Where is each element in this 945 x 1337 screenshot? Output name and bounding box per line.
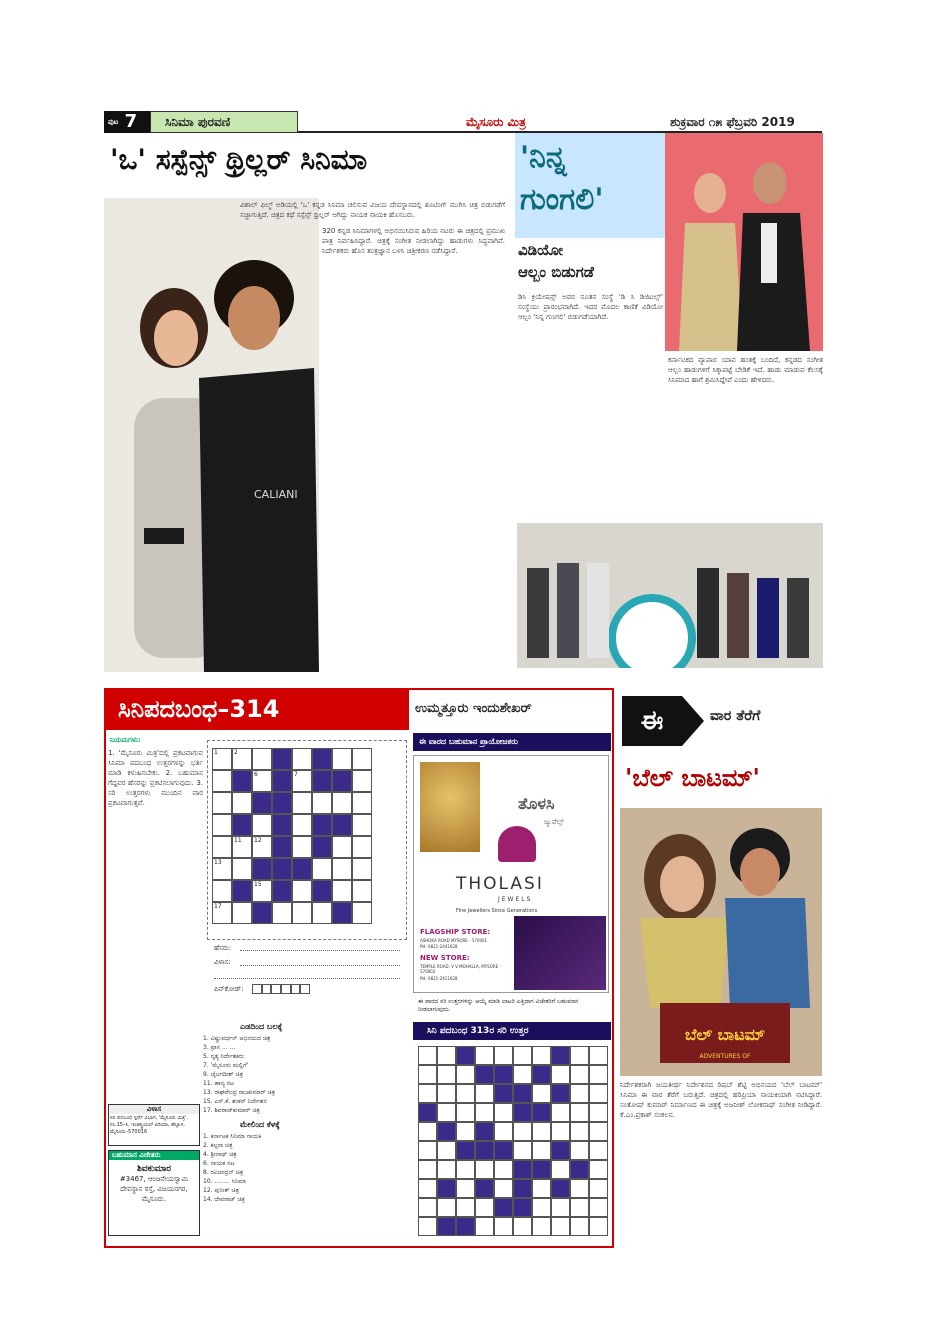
grid-cell[interactable] [232, 792, 252, 814]
name-field[interactable] [240, 950, 400, 951]
answer-cell [475, 1198, 494, 1217]
answer-block [494, 1084, 513, 1103]
story2-headline-line2: ಗುಂಗಲಿ' [520, 182, 604, 217]
ad-brand-sub: JEWELS [498, 896, 533, 903]
grid-cell[interactable] [252, 814, 272, 836]
clue-across: 5. ನೃತ್ಯ ನಿರ್ದೇಶಕರು [203, 1053, 244, 1060]
paper-title: ಮೈಸೂರು ಮಿತ್ರ [466, 115, 526, 129]
grid-cell[interactable] [212, 902, 232, 924]
grid-cell[interactable] [232, 902, 252, 924]
answer-cell [418, 1179, 437, 1198]
answer-block [513, 1103, 532, 1122]
bell-bottom-poster [620, 808, 822, 1076]
rules-title: ನಿಯಮಗಳು: [110, 736, 141, 744]
address-field[interactable] [240, 965, 400, 966]
grid-block [252, 902, 272, 924]
answer-cell [418, 1217, 437, 1236]
answer-cell [570, 1198, 589, 1217]
grid-cell[interactable] [212, 770, 232, 792]
prize-note: ಈ ವಾರದ ಸರಿ ಉತ್ತರಗಳನ್ನು ಆಯ್ಕೆ ಮಾಡಿ ಲಾಟರಿ ಎತ್ತಿದಾಗ ವಿಜೇತರಿಗೆ ಬಹುಮಾನ ನೀಡಲಾಗುವುದು. [418, 998, 579, 1013]
answer-cell [570, 1084, 589, 1103]
grid-number: 6 [254, 771, 258, 778]
answer-cell [475, 1217, 494, 1236]
answer-cell [589, 1103, 608, 1122]
answer-block [437, 1179, 456, 1198]
answer-cell [551, 1065, 570, 1084]
ad-tagline: Fine Jewellers Since Generations [456, 908, 538, 914]
grid-cell[interactable] [352, 792, 372, 814]
answer-block [494, 1198, 513, 1217]
answer-block [551, 1179, 570, 1198]
grid-cell[interactable] [332, 858, 352, 880]
grid-cell[interactable] [332, 836, 352, 858]
clue-down: 10. ........ ಸಿನಿಮಾ [203, 1178, 246, 1185]
pin-label: ಪಿನ್‌ಕೋಡ್: [214, 985, 244, 993]
tholasi-ad [413, 755, 609, 993]
answer-cell [532, 1217, 551, 1236]
answer-block [437, 1122, 456, 1141]
clue-across: 17. ಶಿವರಾಜ್‌ಕುಮಾರ್ ಚಿತ್ರ [203, 1107, 260, 1114]
answer-cell [589, 1046, 608, 1065]
answer-cell [513, 1141, 532, 1160]
grid-cell[interactable] [352, 770, 372, 792]
story1-paragraph-2: 320 ಕನ್ನಡ ಸಿನಿಮಾಗಳಲ್ಲಿ ಅಭಿನಯಿಸಿರುವ ಹಿರಿಯ ನಟರು ಈ ಚಿತ್ರದಲ್ಲಿ ಪ್ರಮುಖ ಪಾತ್ರ ನಿರ್ವಹಿಸಿದ್ದಾರೆ. ಚಿತ್ರಕ್ಕೆ ಸಂಗೀತ ನೀಡಲಾಗಿದ್ದು ಹಾಡುಗಳು ಸಿದ್ಧವಾಗಿವೆ. ನಿರ್ದೇಶಕರು ಹೊಸ ತಂತ್ರಜ್ಞಾನ ಬಳಸಿ ಚಿತ್ರೀಕರಣ ನಡೆಸಿದ್ದಾರೆ. [322, 227, 505, 255]
answer-cell [589, 1084, 608, 1103]
answer-cell [475, 1084, 494, 1103]
answer-cell [494, 1103, 513, 1122]
page-number-value: 7 [124, 111, 138, 132]
grid-block [312, 770, 332, 792]
clue-down: 8. ರವಿಚಂದ್ರನ್ ಚಿತ್ರ [203, 1169, 244, 1176]
grid-block [312, 880, 332, 902]
grid-cell[interactable] [232, 858, 252, 880]
answer-block [532, 1065, 551, 1084]
clue-down: 6. ನಾಯಕ ನಟ [203, 1160, 235, 1167]
grid-cell[interactable] [292, 770, 312, 792]
answer-block [456, 1046, 475, 1065]
grid-cell[interactable] [212, 792, 232, 814]
ad-kannada-name: ತೊಳಸಿ [518, 794, 555, 813]
peacock-logo [498, 826, 536, 862]
grid-cell[interactable] [292, 792, 312, 814]
answer-cell [513, 1217, 532, 1236]
clue-across: 3. ಪ್ರಾಸ ... ... [203, 1044, 236, 1051]
grid-block [232, 880, 252, 902]
ad-brand: THOLASI [456, 874, 544, 894]
grid-block [272, 748, 292, 770]
answer-cell [456, 1179, 475, 1198]
story3-headline: 'ಬೆಲ್ ಬಾಟಮ್' [625, 763, 760, 792]
new-store-address: TEMPLE ROAD, V V MOHALLA, MYSORE - 570002 [420, 964, 501, 974]
grid-cell[interactable] [232, 748, 252, 770]
prize-title: ಈ ವಾರದ ಬಹುಮಾನ ಪ್ರಾಯೋಜಕರು [413, 733, 611, 751]
answer-block [494, 1065, 513, 1084]
new-store-phone: PH: 0821-2411628 [420, 976, 458, 981]
answer-cell [456, 1198, 475, 1217]
grid-cell[interactable] [292, 902, 312, 924]
answer-cell [418, 1198, 437, 1217]
poster-title: ಬೆಲ್ ಬಾಟಮ್ [684, 1025, 766, 1044]
story2-photo [665, 133, 823, 351]
answer-cell [570, 1122, 589, 1141]
ee-arrow [682, 696, 704, 746]
grid-cell[interactable] [312, 858, 332, 880]
clues-across-list [203, 1034, 403, 1115]
story1-paragraph-1: ವಿಶಾಲ್ ಫಿಲ್ಮ್ ಅಡಿಯಲ್ಲಿ 'ಒ' ಕನ್ನಡ ಸಿನಿಮಾ ಚಲಿಸುವ ವಿಜಯ ದೇವಸ್ಥಾನದಲ್ಲಿ ಶೂಟಿಂಗ್ ಮುಗಿಸಿ ಚಿತ್ರ ಬಿಡುಗಡೆಗೆ ಸಜ್ಜಾಗುತ್ತಿದೆ. ಚಿತ್ರದ ಕಥೆ ಸಸ್ಪೆನ್ಸ್ ಥ್ರಿಲ್ಲರ್ ಆಗಿದ್ದು ನಾಯಕ ನಾಯಕಿ ಹೊಸಬರು. [240, 201, 505, 219]
clue-across: 13. ರಾಘವೇಂದ್ರ ರಾಜಕುಮಾರ್ ಚಿತ್ರ [203, 1089, 276, 1096]
answer-block [418, 1103, 437, 1122]
grid-block [272, 858, 292, 880]
page-number-label: ಪುಟ [108, 118, 119, 126]
answer-cell [418, 1122, 437, 1141]
grid-cell[interactable] [292, 836, 312, 858]
answer-cell [551, 1217, 570, 1236]
submit-box [108, 1104, 200, 1146]
grid-block [232, 814, 252, 836]
grid-cell[interactable] [292, 880, 312, 902]
answer-block [456, 1217, 475, 1236]
answer-block [513, 1179, 532, 1198]
answer-block [532, 1103, 551, 1122]
winner-title: ಬಹುಮಾನ ವಿಜೇತರು [109, 1151, 199, 1160]
answer-cell [437, 1141, 456, 1160]
answer-block [532, 1160, 551, 1179]
answer-cell [494, 1122, 513, 1141]
grid-block [272, 836, 292, 858]
grid-number: 1 [214, 749, 218, 756]
grid-number: 17 [214, 903, 222, 910]
answer-cell [532, 1198, 551, 1217]
answer-block [475, 1065, 494, 1084]
answer-cell [570, 1103, 589, 1122]
answer-cell [570, 1046, 589, 1065]
answer-cell [437, 1198, 456, 1217]
answer-cell [513, 1065, 532, 1084]
grid-cell[interactable] [272, 902, 292, 924]
answer-block [475, 1179, 494, 1198]
answer-cell [551, 1198, 570, 1217]
grid-block [252, 792, 272, 814]
winner-name: ಶಿವಕುಮಾರ [136, 1164, 172, 1174]
answer-cell [494, 1046, 513, 1065]
answer-block [513, 1160, 532, 1179]
answer-cell [475, 1046, 494, 1065]
answer-block [551, 1141, 570, 1160]
grid-block [332, 902, 352, 924]
grid-block [312, 836, 332, 858]
answer-block [475, 1122, 494, 1141]
answer-cell [589, 1065, 608, 1084]
grid-cell[interactable] [212, 880, 232, 902]
answer-cell [418, 1141, 437, 1160]
answer-cell [551, 1122, 570, 1141]
store-title: FLAGSHIP STORE: [420, 928, 491, 936]
answer-cell [456, 1103, 475, 1122]
answer-cell [532, 1122, 551, 1141]
story2-headline-line1: 'ನಿನ್ನ [520, 140, 567, 175]
answer-cell [456, 1122, 475, 1141]
crossword-author: ಉಮ್ಮತ್ತೂರು ಇಂದುಶೇಖರ್ [415, 701, 532, 716]
grid-cell[interactable] [212, 748, 232, 770]
story2-body-right: ಕರ್ನಾಟಕದ ವ್ಯಾಪಾರ ಯಾವ ಹಂತಕ್ಕೆ ಬಂದಿದೆ, ಕನ್ನಡದ ಸಂಗೀತ ಆಲ್ಬಂ ಹಾಡುಗಳಿಗೆ ಸಿಕ್ಕಾಪಟ್ಟೆ ಬೇಡಿಕೆ ಇದೆ. ಹಾಡು ಮಾಡುವ ಕೆಲಸಕ್ಕೆ ಸಿನಿಮಾದ ಹಾಗೆ ಶ್ರಮಿಸಿದ್ದೇವೆ ಎಂದು ಹೇಳಿದರು. [668, 356, 823, 384]
answer-cell [456, 1084, 475, 1103]
answer-cell [532, 1084, 551, 1103]
answer-cell [570, 1141, 589, 1160]
winner-box [108, 1150, 200, 1236]
grid-block [332, 770, 352, 792]
grid-cell[interactable] [252, 770, 272, 792]
ee-badge: ಈ [622, 696, 682, 746]
answer-cell [589, 1217, 608, 1236]
answer-cell [437, 1046, 456, 1065]
answer-cell [418, 1084, 437, 1103]
answer-cell [589, 1141, 608, 1160]
grid-cell[interactable] [352, 836, 372, 858]
grid-block [272, 880, 292, 902]
grid-cell[interactable] [292, 748, 312, 770]
page-number [104, 111, 150, 133]
answer-cell [494, 1179, 513, 1198]
answer-block [513, 1198, 532, 1217]
story1-headline: 'ಒ' ಸಸ್ಪೆನ್ಸ್ ಥ್ರಿಲ್ಲರ್ ಸಿನಿಮಾ [110, 143, 368, 176]
poster-sub: ADVENTURES OF [699, 1053, 751, 1060]
answer-cell [418, 1160, 437, 1179]
answer-cell [418, 1046, 437, 1065]
crossword-banner: ಸಿನಿಪದಬಂಧ–314 [104, 688, 409, 730]
answer-cell [456, 1160, 475, 1179]
clues-down-list [203, 1132, 403, 1204]
answer-block [551, 1046, 570, 1065]
name-label: ಹೆಸರು: [214, 944, 232, 952]
grid-cell[interactable] [252, 836, 272, 858]
grid-cell[interactable] [212, 814, 232, 836]
answer-cell [437, 1065, 456, 1084]
section-name: ಸಿನಿಮಾ ಪುರವಣಿ [150, 111, 298, 133]
clue-across: 1. ವಿಷ್ಣುವರ್ಧನ್ ಅಭಿನಯದ ಚಿತ್ರ [203, 1035, 271, 1042]
grid-block [252, 858, 272, 880]
grid-number: 12 [254, 837, 262, 844]
answer-cell [532, 1046, 551, 1065]
answer-block [456, 1141, 475, 1160]
answer-cell [589, 1160, 608, 1179]
answer-block [437, 1217, 456, 1236]
issue-date: ಶುಕ್ರವಾರ ೧೫ ಫೆಬ್ರವರಿ 2019 [670, 115, 795, 129]
answer-cell [570, 1065, 589, 1084]
winner-address: #3467, ಆಂಜನೇಯಸ್ವಾಮಿ ದೇವಸ್ಥಾನ ರಸ್ತೆ, ವಿಜಯನಗರ, ಮೈಸೂರು. [119, 1175, 189, 1203]
clue-across: 11. ಹಾಸ್ಯ ನಟ [203, 1080, 234, 1087]
grid-cell[interactable] [332, 792, 352, 814]
answer-title: ಸಿನಿ ಪದಬಂಧ 313ರ ಸರಿ ಉತ್ತರ [413, 1022, 611, 1040]
answer-cell [456, 1065, 475, 1084]
earring-image [420, 762, 480, 852]
clue-down: 2. ಕಲ್ಪನಾ ಚಿತ್ರ [203, 1142, 233, 1149]
grid-cell[interactable] [352, 902, 372, 924]
answer-block [494, 1141, 513, 1160]
grid-cell[interactable] [332, 880, 352, 902]
launch-event-illustration [517, 523, 823, 668]
album-couple-illustration [665, 133, 823, 351]
clue-across: 9. ಜೈಜಗದೀಶ್ ಚಿತ್ರ [203, 1071, 244, 1078]
answer-cell [494, 1160, 513, 1179]
answer-cell [570, 1217, 589, 1236]
answer-cell [551, 1103, 570, 1122]
jacket-label: CALIANI [254, 488, 298, 501]
grid-number: 13 [214, 859, 222, 866]
answer-block [570, 1160, 589, 1179]
address-label: ವಿಳಾಸ: [214, 958, 231, 966]
rules-text: 1. 'ಮೈಸೂರು ಮಿತ್ರ'ದಲ್ಲಿ ಪ್ರಕಟವಾಗುವ ಸಿನಿಮಾ ಪದಬಂಧ ಉತ್ತರಗಳನ್ನು ಭರ್ತಿ ಮಾಡಿ ಕಳುಹಿಸಬೇಕು. 2. ಬಹುಮಾನ ಗೆದ್ದವರ ಹೆಸರನ್ನು ಪ್ರಕಟಿಸಲಾಗುವುದು. 3. ಸರಿ ಉತ್ತರಗಳು ಮುಂದಿನ ವಾರ ಪ್ರಕಟವಾಗುತ್ತವೆ. [108, 749, 203, 807]
necklace-image [514, 916, 606, 990]
grid-cell[interactable] [212, 836, 232, 858]
ee-tail: ವಾರ ತೆರೆಗೆ [710, 708, 761, 724]
grid-cell[interactable] [352, 880, 372, 902]
answer-cell [589, 1198, 608, 1217]
answer-cell [551, 1160, 570, 1179]
answer-cell [437, 1084, 456, 1103]
store-phone: PH: 0821-2441628 [420, 944, 458, 949]
grid-number: 2 [234, 749, 238, 756]
grid-cell[interactable] [352, 814, 372, 836]
story2-body-left: ಡಿಸಿ ಕ್ರಿಯೇಷನ್ಸ್ ಅವರ ನೂತನ ಸಂಸ್ಥೆ 'ಡಿ ಸಿ ಡಿಜಿಟಲ್ಸ್' ಸಂಸ್ಥೆಯು ಪ್ರಾರಂಭವಾಗಿದೆ. ಇದರ ಮೊದಲ ಕಾಣಿಕೆ ವಿಡಿಯೋ ಆಲ್ಬಂ 'ನಿನ್ನ ಗುಂಗಲಿ' ಬಿಡುಗಡೆಯಾಗಿದೆ. [518, 293, 663, 321]
story3-body: ನಿರ್ದೇಶಕರಾಗಿ ಜಯತೀರ್ಥ ನಿರ್ದೇಶನದ ರಿಷಬ್ ಶೆಟ್ಟಿ ಅಭಿನಯದ 'ಬೆಲ್ ಬಾಟಮ್' ಸಿನಿಮಾ ಈ ವಾರ ತೆರೆಗೆ ಬರುತ್ತಿದೆ. ಚಿತ್ರದಲ್ಲಿ ಹರಿಪ್ರಿಯಾ ನಾಯಕಿಯಾಗಿ ನಟಿಸಿದ್ದಾರೆ. ಸಂತೋಷ್ ಕುಮಾರ್ ನಿರ್ಮಾಣದ ಈ ಚಿತ್ರಕ್ಕೆ ಅಜನೀಶ್ ಲೋಕನಾಥ್ ಸಂಗೀತ ನೀಡಿದ್ದಾರೆ. ಕೆ.ಎಂ.ಪ್ರಕಾಶ್ ಸಂಕಲನ. [620, 1081, 822, 1119]
answer-cell [532, 1141, 551, 1160]
grid-number: 11 [234, 837, 242, 844]
answer-block [513, 1084, 532, 1103]
story2-event-photo [517, 523, 823, 668]
grid-block [272, 792, 292, 814]
answer-cell [589, 1179, 608, 1198]
answer-cell [532, 1179, 551, 1198]
pin-field[interactable] [252, 984, 310, 994]
answer-cell [437, 1103, 456, 1122]
grid-number: 7 [294, 771, 298, 778]
story1-body [240, 200, 505, 670]
grid-block [272, 770, 292, 792]
clue-across: 15. ಎಸ್.ಕೆ. ಶಂಕರ್ ನಿರ್ದೇಶನ [203, 1098, 267, 1105]
submit-title: ವಿಳಾಸ [109, 1105, 199, 1114]
answer-block [551, 1084, 570, 1103]
clue-down: 12. ಪುನೀತ್ ಚಿತ್ರ [203, 1187, 239, 1194]
new-store-title: NEW STORE: [420, 954, 470, 962]
answer-cell [494, 1217, 513, 1236]
clue-down: 1. ಕರ್ನಾಟಕ ಸಿನಿಮಾ ನಾಯಕಿ [203, 1133, 262, 1140]
clue-down: 4. ಶ್ರೀನಾಥ್ ಚಿತ್ರ [203, 1151, 237, 1158]
grid-block [232, 770, 252, 792]
clue-down: 14. ದೇವರಾಜ್ ಚಿತ್ರ [203, 1196, 245, 1203]
grid-cell[interactable] [352, 748, 372, 770]
grid-block [272, 814, 292, 836]
crossword-grid[interactable] [212, 748, 372, 924]
poster-illustration [620, 808, 822, 1076]
ad-kannada-sub: ಜ್ಯುವೆಲ್ಸ್ [544, 818, 564, 826]
story2-subheadline-line1: ವಿಡಿಯೋ [518, 241, 564, 259]
grid-cell[interactable] [332, 748, 352, 770]
grid-cell[interactable] [292, 814, 312, 836]
answer-cell [418, 1065, 437, 1084]
grid-cell[interactable] [312, 792, 332, 814]
grid-number: 15 [254, 881, 262, 888]
grid-cell[interactable] [312, 902, 332, 924]
grid-cell[interactable] [212, 858, 232, 880]
grid-cell[interactable] [252, 748, 272, 770]
grid-cell[interactable] [352, 858, 372, 880]
clues-down-title: ಮೇಲಿಂದ ಕೆಳಕ್ಕೆ [240, 1120, 280, 1129]
answer-cell [570, 1179, 589, 1198]
answer-cell [475, 1103, 494, 1122]
grid-cell[interactable] [232, 836, 252, 858]
answer-cell [513, 1122, 532, 1141]
clue-across: 7. 'ಮೈಸೂರು ಮಲ್ಲಿಗೆ' [203, 1062, 249, 1069]
grid-block [292, 858, 312, 880]
story2-subheadline-line2: ಆಲ್ಬಂ ಬಿಡುಗಡೆ [518, 263, 594, 281]
address-field-2[interactable] [214, 978, 400, 979]
clues-across-title: ಎಡದಿಂದ ಬಲಕ್ಕೆ [240, 1022, 283, 1031]
answer-cell [437, 1160, 456, 1179]
grid-block [312, 814, 332, 836]
grid-block [312, 748, 332, 770]
grid-cell[interactable] [252, 880, 272, 902]
grid-block [332, 814, 352, 836]
answer-cell [513, 1046, 532, 1065]
answer-grid [418, 1046, 610, 1238]
answer-cell [475, 1160, 494, 1179]
submit-address: ಸಿನಿ ಪದಬಂಧ ಸ್ಪರ್ಧೆ ವಿಭಾಗ, 'ಮೈಸೂರು ಮಿತ್ರ', ನಂ.15–ಸಿ, ಇಂಡಸ್ಟ್ರಿಯಲ್ ಏರಿಯಾ, ಹೆಬ್ಬಾಳ, ಮೈಸೂರು–570016 [110, 1115, 188, 1135]
store-address: ASHOKA ROAD MYSORE - 570001 [420, 938, 488, 943]
answer-cell [589, 1122, 608, 1141]
answer-block [475, 1141, 494, 1160]
